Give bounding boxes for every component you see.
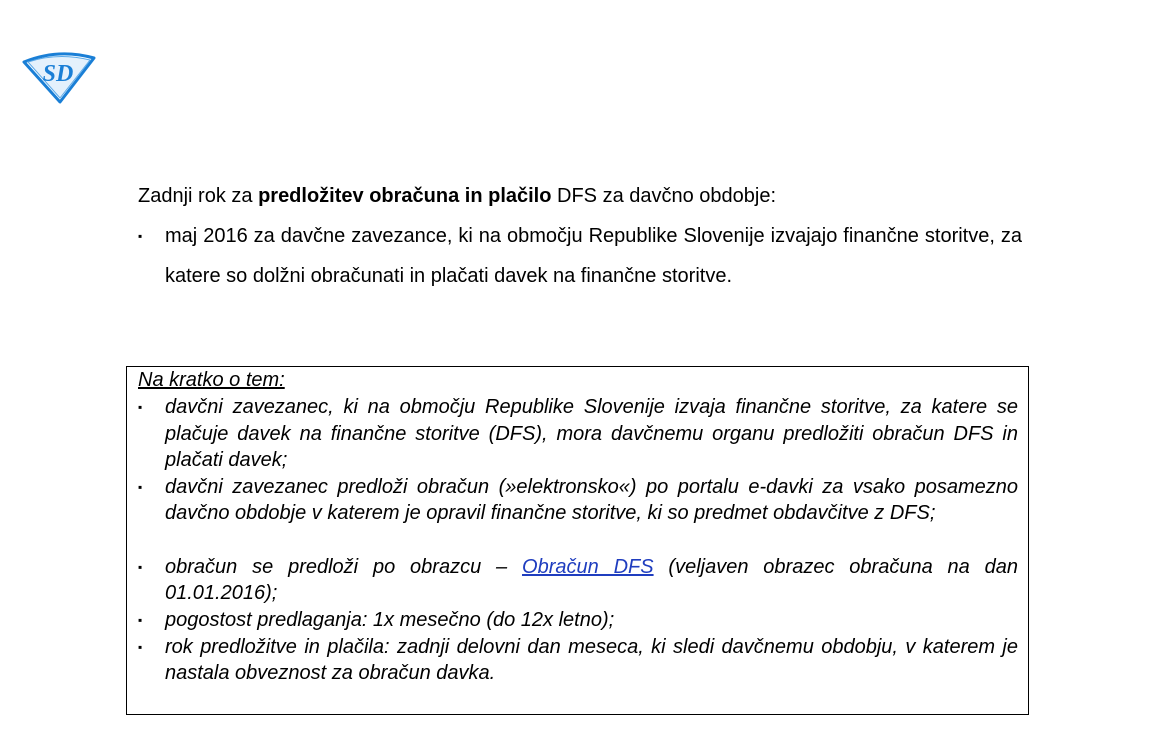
company-logo xyxy=(20,48,96,104)
intro-bullet-item: ▪ maj 2016 za davčne zavezance, ki na območju Republike Slovenije izvajajo finančne storitve, za katere so dolžni obračunati in plačati davek na finančne storitve. xyxy=(138,216,1022,296)
bullet-icon: ▪ xyxy=(138,479,143,494)
summary-item: ▪ davčni zavezanec predloži obračun (»elektronsko«) po portalu e-davki za vsako posamezno davčno obdobje v katerem je opravil finančne storitve, ki so predmet obdavčitve z DFS; xyxy=(138,474,1018,527)
summary-item: ▪ davčni zavezanec, ki na območju Republike Slovenije izvaja finančne storitve, za katere se plačuje davek na finančne storitve (DFS), mora davčnemu organu predložiti obračun DFS in plačati davek; xyxy=(138,394,1018,474)
bullet-icon: ▪ xyxy=(138,612,143,627)
bullet-icon: ▪ xyxy=(138,400,143,414)
summary-item: ▪ rok predložitve in plačila: zadnji delovni dan meseca, ki sledi davčnemu obdobju, v katerem je nastala obveznost za obračun davka. xyxy=(138,634,1018,687)
intro-lead: Zadnji rok za predložitev obračuna in plačilo DFS za davčno obdobje: xyxy=(138,185,777,207)
summary-item: ▪ obračun se predloži po obrazcu – Obračun DFS (veljaven obrazec obračuna na dan 01.01.2016); xyxy=(138,554,1018,607)
summary-title: Na kratko o tem: xyxy=(138,369,285,391)
intro-section xyxy=(138,176,1022,296)
summary-box xyxy=(126,366,1029,715)
svg-text:SD: SD xyxy=(42,61,74,87)
obracun-dfs-link[interactable]: Obračun DFS xyxy=(522,555,654,578)
bullet-icon: ▪ xyxy=(138,559,143,574)
summary-item: ▪ pogostost predlaganja: 1x mesečno (do 12x letno); xyxy=(138,607,1018,634)
intro-lead-bold: predložitev obračuna in plačilo xyxy=(258,185,552,207)
bullet-icon: ▪ xyxy=(138,229,143,243)
bullet-icon: ▪ xyxy=(138,639,143,654)
